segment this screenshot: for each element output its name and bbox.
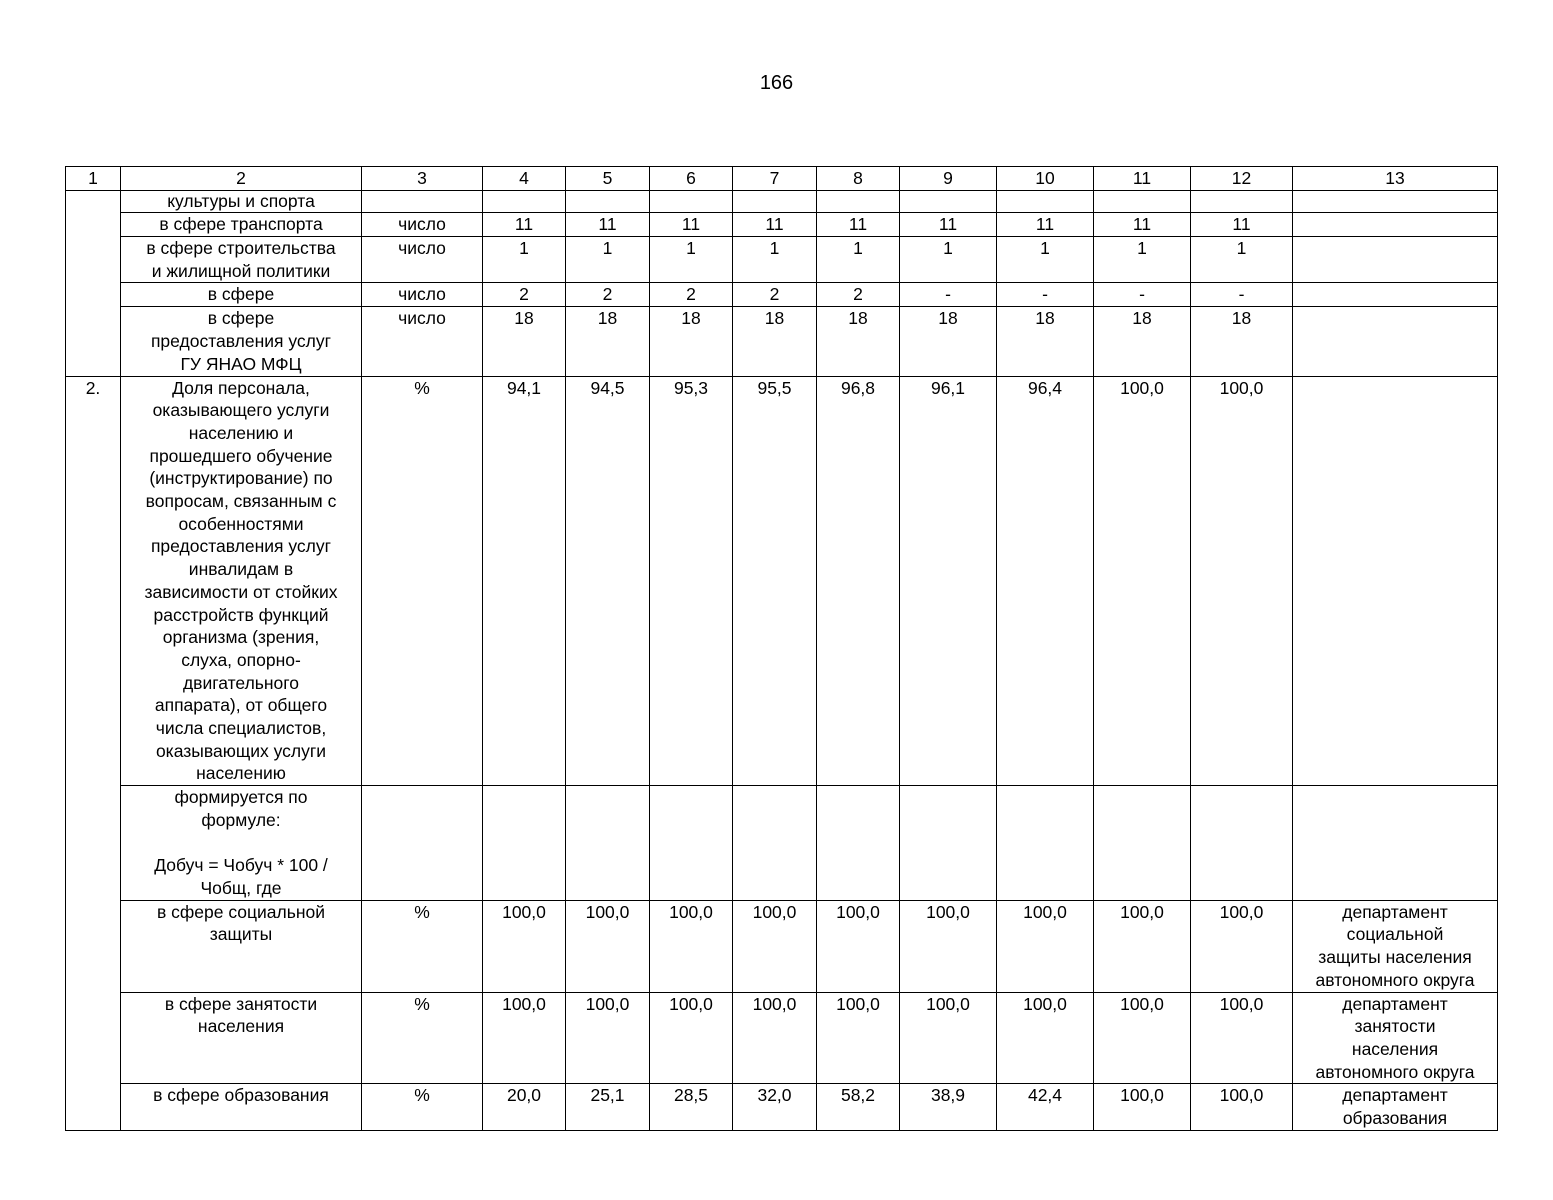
table-row: [66, 1084, 1498, 1130]
value-cell: 42,4: [997, 1084, 1094, 1130]
value-cell: 100,0: [1094, 1084, 1191, 1130]
column-number: 12: [1191, 167, 1293, 191]
value-cell: 38,9: [900, 1084, 997, 1130]
unit-cell: число: [362, 283, 483, 307]
value-cell: 100,0: [817, 992, 900, 1084]
value-cell: -: [1094, 283, 1191, 307]
indicator-name-cell: в сфере занятости населения: [121, 992, 362, 1084]
value-cell: 100,0: [1094, 376, 1191, 786]
value-cell: 94,5: [566, 376, 650, 786]
value-cell: 2: [733, 283, 817, 307]
column-number: 3: [362, 167, 483, 191]
value-cell: 100,0: [733, 992, 817, 1084]
value-cell: 100,0: [650, 992, 733, 1084]
responsible-cell: [1293, 307, 1498, 376]
value-cell: [566, 786, 650, 901]
value-cell: -: [1191, 283, 1293, 307]
value-cell: 96,1: [900, 376, 997, 786]
value-cell: 1: [817, 237, 900, 283]
indicator-name-cell: культуры и спорта: [121, 191, 362, 213]
value-cell: 2: [483, 283, 566, 307]
value-cell: 2: [817, 283, 900, 307]
responsible-cell: [1293, 283, 1498, 307]
column-number: 7: [733, 167, 817, 191]
table-row: [66, 237, 1498, 283]
table-row: [66, 376, 1498, 786]
row-number-cell: [66, 191, 121, 377]
value-cell: 18: [900, 307, 997, 376]
value-cell: 11: [733, 213, 817, 237]
responsible-cell: [1293, 213, 1498, 237]
value-cell: [997, 191, 1094, 213]
value-cell: [1191, 191, 1293, 213]
column-number: 9: [900, 167, 997, 191]
value-cell: [1094, 191, 1191, 213]
unit-cell: число: [362, 307, 483, 376]
value-cell: 18: [483, 307, 566, 376]
value-cell: 11: [997, 213, 1094, 237]
value-cell: [900, 191, 997, 213]
responsible-cell: департамент образования: [1293, 1084, 1498, 1130]
responsible-cell: [1293, 191, 1498, 213]
value-cell: [483, 191, 566, 213]
value-cell: 100,0: [817, 900, 900, 992]
value-cell: 1: [483, 237, 566, 283]
value-cell: 18: [817, 307, 900, 376]
value-cell: [1094, 786, 1191, 901]
row-number-cell: 2.: [66, 376, 121, 1130]
table-row: [66, 900, 1498, 992]
value-cell: 18: [997, 307, 1094, 376]
value-cell: 1: [900, 237, 997, 283]
value-cell: 100,0: [566, 992, 650, 1084]
value-cell: 1: [1094, 237, 1191, 283]
value-cell: [733, 786, 817, 901]
column-number: 10: [997, 167, 1094, 191]
value-cell: 11: [650, 213, 733, 237]
table-row: [66, 992, 1498, 1084]
value-cell: 1: [650, 237, 733, 283]
column-number: 1: [66, 167, 121, 191]
value-cell: 18: [1191, 307, 1293, 376]
value-cell: [650, 191, 733, 213]
column-number: 2: [121, 167, 362, 191]
value-cell: 100,0: [1191, 376, 1293, 786]
value-cell: 32,0: [733, 1084, 817, 1130]
page-number: 166: [759, 72, 794, 94]
value-cell: 100,0: [1094, 900, 1191, 992]
responsible-cell: департамент социальной защиты населения автономного округа: [1293, 900, 1498, 992]
value-cell: 18: [1094, 307, 1191, 376]
value-cell: 11: [900, 213, 997, 237]
value-cell: [483, 786, 566, 901]
indicator-name-cell: формируется по формуле: Добуч = Чобуч * 100 / Чобщ, где: [121, 786, 362, 901]
column-number-row: [66, 167, 1498, 191]
value-cell: [1191, 786, 1293, 901]
value-cell: 11: [1094, 213, 1191, 237]
unit-cell: число: [362, 213, 483, 237]
value-cell: 1: [733, 237, 817, 283]
responsible-cell: департамент занятости населения автономного округа: [1293, 992, 1498, 1084]
unit-cell: %: [362, 1084, 483, 1130]
indicator-name-cell: в сфере социальной защиты: [121, 900, 362, 992]
value-cell: 100,0: [1191, 992, 1293, 1084]
unit-cell: [362, 786, 483, 901]
indicator-name-cell: в сфере: [121, 283, 362, 307]
unit-cell: %: [362, 992, 483, 1084]
value-cell: [817, 786, 900, 901]
value-cell: 100,0: [900, 992, 997, 1084]
value-cell: [900, 786, 997, 901]
unit-cell: [362, 191, 483, 213]
value-cell: 95,3: [650, 376, 733, 786]
value-cell: -: [900, 283, 997, 307]
value-cell: 28,5: [650, 1084, 733, 1130]
value-cell: 96,8: [817, 376, 900, 786]
responsible-cell: [1293, 237, 1498, 283]
value-cell: 18: [566, 307, 650, 376]
value-cell: [566, 191, 650, 213]
value-cell: 100,0: [1191, 900, 1293, 992]
value-cell: 1: [566, 237, 650, 283]
indicator-name-cell: в сфере транспорта: [121, 213, 362, 237]
value-cell: 100,0: [1191, 1084, 1293, 1130]
column-number: 8: [817, 167, 900, 191]
value-cell: 11: [817, 213, 900, 237]
responsible-cell: [1293, 376, 1498, 786]
value-cell: 2: [650, 283, 733, 307]
column-number: 6: [650, 167, 733, 191]
value-cell: 11: [1191, 213, 1293, 237]
value-cell: [817, 191, 900, 213]
value-cell: 100,0: [997, 992, 1094, 1084]
column-number: 5: [566, 167, 650, 191]
indicator-name-cell: в сфере строительства и жилищной политики: [121, 237, 362, 283]
value-cell: 100,0: [1094, 992, 1191, 1084]
indicators-table: [65, 166, 1498, 1131]
column-number: 4: [483, 167, 566, 191]
value-cell: 1: [997, 237, 1094, 283]
value-cell: [997, 786, 1094, 901]
value-cell: 100,0: [900, 900, 997, 992]
column-number: 11: [1094, 167, 1191, 191]
value-cell: [650, 786, 733, 901]
table-row: [66, 307, 1498, 376]
value-cell: 100,0: [650, 900, 733, 992]
value-cell: 11: [566, 213, 650, 237]
responsible-cell: [1293, 786, 1498, 901]
value-cell: 11: [483, 213, 566, 237]
value-cell: 96,4: [997, 376, 1094, 786]
indicator-name-cell: в сфере образования: [121, 1084, 362, 1130]
value-cell: -: [997, 283, 1094, 307]
value-cell: [733, 191, 817, 213]
value-cell: 1: [1191, 237, 1293, 283]
indicator-name-cell: в сфере предоставления услуг ГУ ЯНАО МФЦ: [121, 307, 362, 376]
value-cell: 18: [650, 307, 733, 376]
table-row: [66, 191, 1498, 213]
value-cell: 100,0: [997, 900, 1094, 992]
column-number: 13: [1293, 167, 1498, 191]
table-row: [66, 213, 1498, 237]
value-cell: 94,1: [483, 376, 566, 786]
value-cell: 2: [566, 283, 650, 307]
value-cell: 18: [733, 307, 817, 376]
value-cell: 100,0: [733, 900, 817, 992]
unit-cell: число: [362, 237, 483, 283]
indicator-name-cell: Доля персонала, оказывающего услуги населению и прошедшего обучение (инструктирование) по вопросам, связанным с особенностями предоставления услуг инвалидам в зависимости от стойких расстройств функций организма (зрения, слуха, опорно- двигательного аппарата), от общего числа специалистов, оказывающих услуги населению: [121, 376, 362, 786]
value-cell: 58,2: [817, 1084, 900, 1130]
table-row: [66, 283, 1498, 307]
value-cell: 100,0: [483, 992, 566, 1084]
value-cell: 20,0: [483, 1084, 566, 1130]
unit-cell: %: [362, 376, 483, 786]
value-cell: 25,1: [566, 1084, 650, 1130]
value-cell: 100,0: [566, 900, 650, 992]
value-cell: 95,5: [733, 376, 817, 786]
value-cell: 100,0: [483, 900, 566, 992]
unit-cell: %: [362, 900, 483, 992]
table-row: [66, 786, 1498, 901]
